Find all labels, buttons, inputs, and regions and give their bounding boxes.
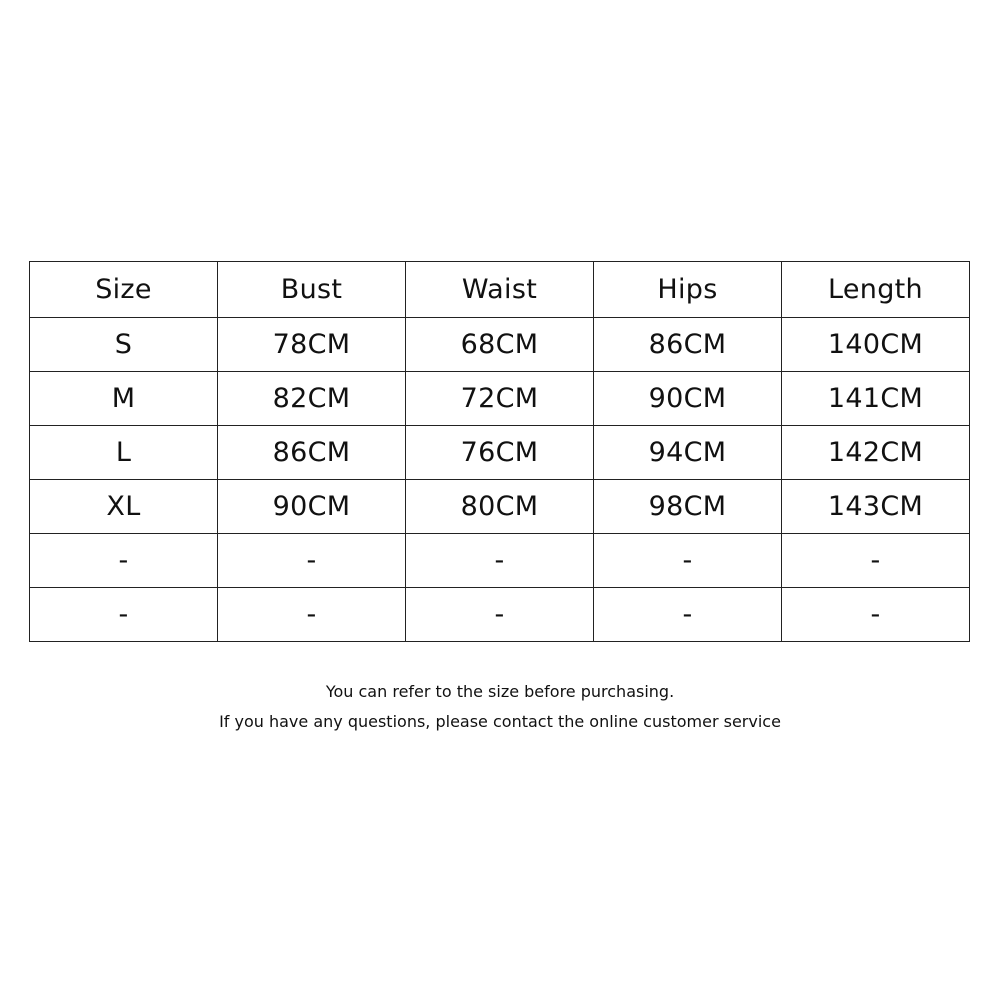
size-chart-table <box>29 261 970 642</box>
header-hips: Hips <box>594 262 782 318</box>
cell-waist: 80CM <box>406 480 594 534</box>
cell-length: 140CM <box>782 318 970 372</box>
cell-length: 143CM <box>782 480 970 534</box>
cell-hips: - <box>594 534 782 588</box>
cell-bust: 78CM <box>218 318 406 372</box>
header-size: Size <box>30 262 218 318</box>
cell-length: - <box>782 588 970 642</box>
cell-bust: 82CM <box>218 372 406 426</box>
cell-waist: 72CM <box>406 372 594 426</box>
cell-waist: - <box>406 588 594 642</box>
cell-hips: - <box>594 588 782 642</box>
table-row <box>30 588 970 642</box>
cell-hips: 98CM <box>594 480 782 534</box>
cell-size: XL <box>30 480 218 534</box>
cell-bust: 86CM <box>218 426 406 480</box>
cell-length: 142CM <box>782 426 970 480</box>
table-header-row <box>30 262 970 318</box>
cell-waist: 76CM <box>406 426 594 480</box>
cell-waist: - <box>406 534 594 588</box>
cell-waist: 68CM <box>406 318 594 372</box>
customer-service-note: If you have any questions, please contact the online customer service <box>219 712 781 731</box>
cell-hips: 90CM <box>594 372 782 426</box>
cell-hips: 86CM <box>594 318 782 372</box>
cell-bust: 90CM <box>218 480 406 534</box>
cell-hips: 94CM <box>594 426 782 480</box>
header-length: Length <box>782 262 970 318</box>
cell-size: L <box>30 426 218 480</box>
cell-length: - <box>782 534 970 588</box>
table-row <box>30 426 970 480</box>
cell-size: - <box>30 534 218 588</box>
table-row <box>30 480 970 534</box>
cell-size: - <box>30 588 218 642</box>
table-row <box>30 372 970 426</box>
cell-bust: - <box>218 534 406 588</box>
cell-size: M <box>30 372 218 426</box>
header-bust: Bust <box>218 262 406 318</box>
table-row <box>30 318 970 372</box>
cell-size: S <box>30 318 218 372</box>
size-reference-note: You can refer to the size before purchasing. <box>325 682 675 701</box>
cell-length: 141CM <box>782 372 970 426</box>
cell-bust: - <box>218 588 406 642</box>
table-row <box>30 534 970 588</box>
header-waist: Waist <box>406 262 594 318</box>
